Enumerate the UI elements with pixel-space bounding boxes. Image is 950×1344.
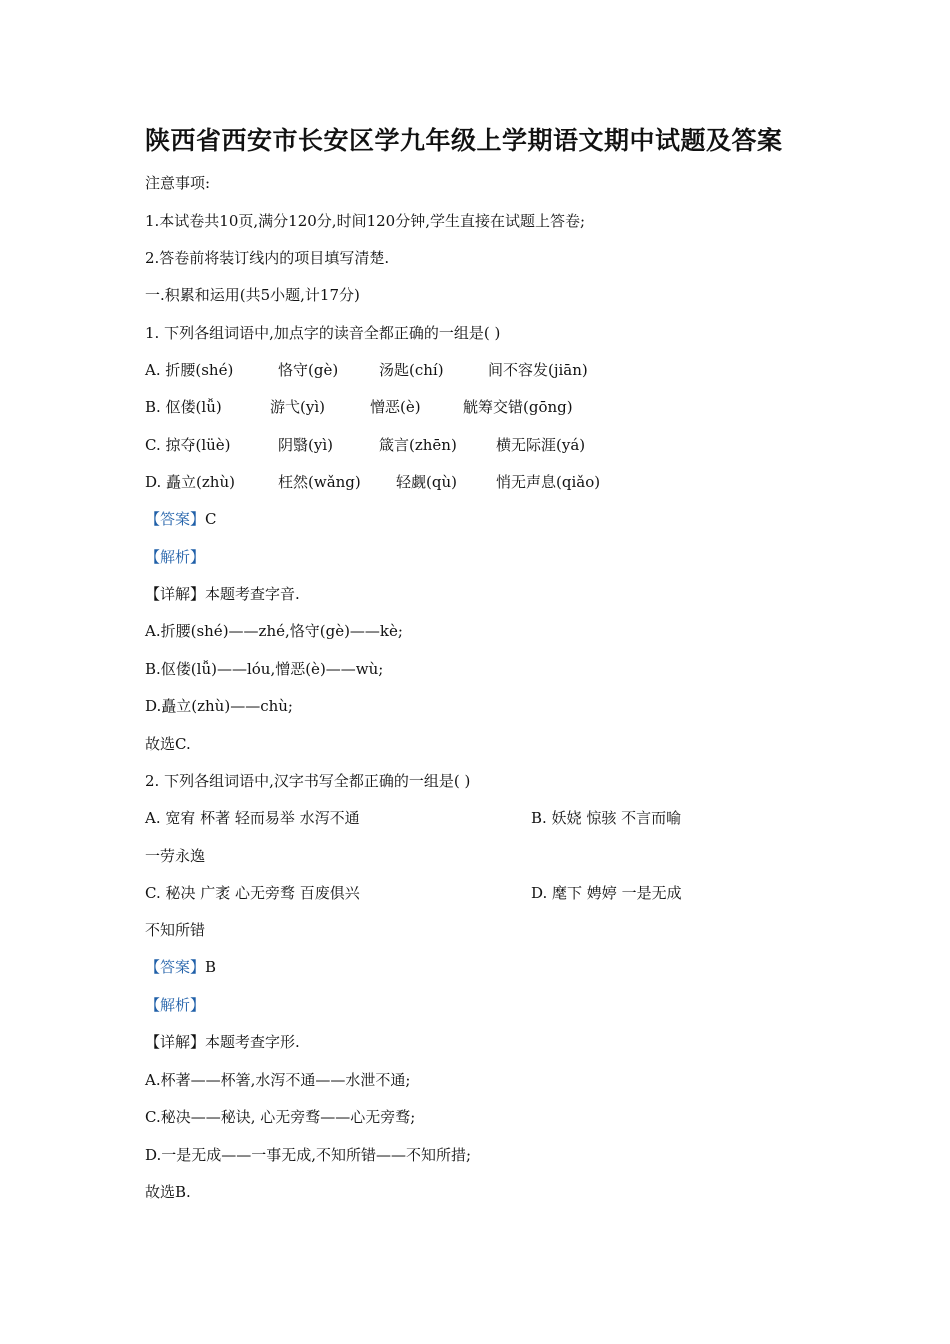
q1-conclusion: 故选C. bbox=[145, 735, 191, 753]
q1-option-a-2: 恪守(gè) bbox=[278, 361, 339, 379]
q2-answer-row bbox=[145, 957, 216, 977]
q1-option-c-4: 横无际涯(yá) bbox=[496, 436, 586, 454]
q2-conclusion: 故选B. bbox=[145, 1183, 191, 1201]
q2-option-b: B. 妖娆 惊骇 不言而喻 bbox=[531, 809, 682, 827]
q1-analysis-row bbox=[145, 547, 205, 567]
analysis-tag: 【解析】 bbox=[145, 996, 206, 1014]
section-heading: 一.积累和运用(共5小题,计17分) bbox=[145, 286, 360, 304]
q1-explanation-line: B.伛偻(lǚ)——lóu,憎恶(è)——wù; bbox=[145, 660, 384, 678]
q1-detail: 本题考查字音. bbox=[205, 585, 300, 603]
answer-tag: 【答案】 bbox=[145, 958, 206, 976]
notice-item-2: 2.答卷前将装订线内的项目填写清楚. bbox=[145, 249, 390, 267]
q1-option-d-3: 轻觑(qù) bbox=[396, 473, 457, 491]
q1-stem: 1. 下列各组词语中,加点字的读音全都正确的一组是( ) bbox=[145, 324, 501, 342]
q1-option-c-2: 阴翳(yì) bbox=[278, 436, 333, 454]
q1-option-d-4: 悄无声息(qiǎo) bbox=[496, 473, 601, 491]
detail-tag: 【详解】 bbox=[145, 1033, 206, 1051]
q1-detail-row bbox=[145, 584, 300, 604]
page-title: 陕西省西安市长安区学九年级上学期语文期中试题及答案 bbox=[145, 126, 783, 155]
q1-option-b-1: B. 伛偻(lǚ) bbox=[145, 398, 222, 416]
q1-option-b-4: 觥筹交错(gōng) bbox=[463, 398, 573, 416]
q2-explanation-line: A.杯著——杯箸,水泻不通——水泄不通; bbox=[145, 1071, 411, 1089]
q1-option-c-3: 箴言(zhēn) bbox=[379, 436, 457, 454]
q2-explanation-line: C.秘决——秘诀, 心无旁骛——心无旁骛; bbox=[145, 1108, 416, 1126]
answer-tag: 【答案】 bbox=[145, 510, 206, 528]
q1-option-a-3: 汤匙(chí) bbox=[379, 361, 444, 379]
notice-heading: 注意事项: bbox=[145, 174, 211, 192]
q2-explanation-line: D.一是无成——一事无成,不知所错——不知所措; bbox=[145, 1146, 472, 1164]
q2-answer: B bbox=[205, 958, 217, 976]
analysis-tag: 【解析】 bbox=[145, 548, 206, 566]
q1-explanation-line: D.矗立(zhù)——chù; bbox=[145, 697, 293, 715]
q2-option-c: C. 秘决 广袤 心无旁骛 百废俱兴 bbox=[145, 884, 360, 902]
q2-option-b-wrap: 一劳永逸 bbox=[145, 847, 206, 865]
q1-option-b-3: 憎恶(è) bbox=[370, 398, 421, 416]
q1-answer: C bbox=[205, 510, 217, 528]
q2-option-d: D. 麾下 娉婷 一是无成 bbox=[531, 884, 682, 902]
q2-option-a: A. 宽宥 杯著 轻而易举 水泻不通 bbox=[145, 809, 360, 827]
q2-detail: 本题考查字形. bbox=[205, 1033, 300, 1051]
notice-item-1: 1.本试卷共10页,满分120分,时间120分钟,学生直接在试题上答卷; bbox=[145, 212, 586, 230]
q1-option-a-4: 间不容发(jiān) bbox=[488, 361, 588, 379]
q1-option-b-2: 游弋(yì) bbox=[270, 398, 325, 416]
q2-analysis-row bbox=[145, 995, 205, 1015]
q1-option-d-1: D. 矗立(zhù) bbox=[145, 473, 235, 491]
q1-answer-row bbox=[145, 509, 217, 529]
detail-tag: 【详解】 bbox=[145, 585, 206, 603]
q1-option-a-1: A. 折腰(shé) bbox=[145, 361, 234, 379]
q2-stem: 2. 下列各组词语中,汉字书写全都正确的一组是( ) bbox=[145, 772, 471, 790]
q2-detail-row bbox=[145, 1032, 300, 1052]
q1-option-d-2: 枉然(wǎng) bbox=[278, 473, 361, 491]
q2-option-d-wrap: 不知所错 bbox=[145, 921, 206, 939]
q1-explanation-line: A.折腰(shé)——zhé,恪守(gè)——kè; bbox=[145, 622, 403, 640]
q1-option-c-1: C. 掠夺(lüè) bbox=[145, 436, 231, 454]
